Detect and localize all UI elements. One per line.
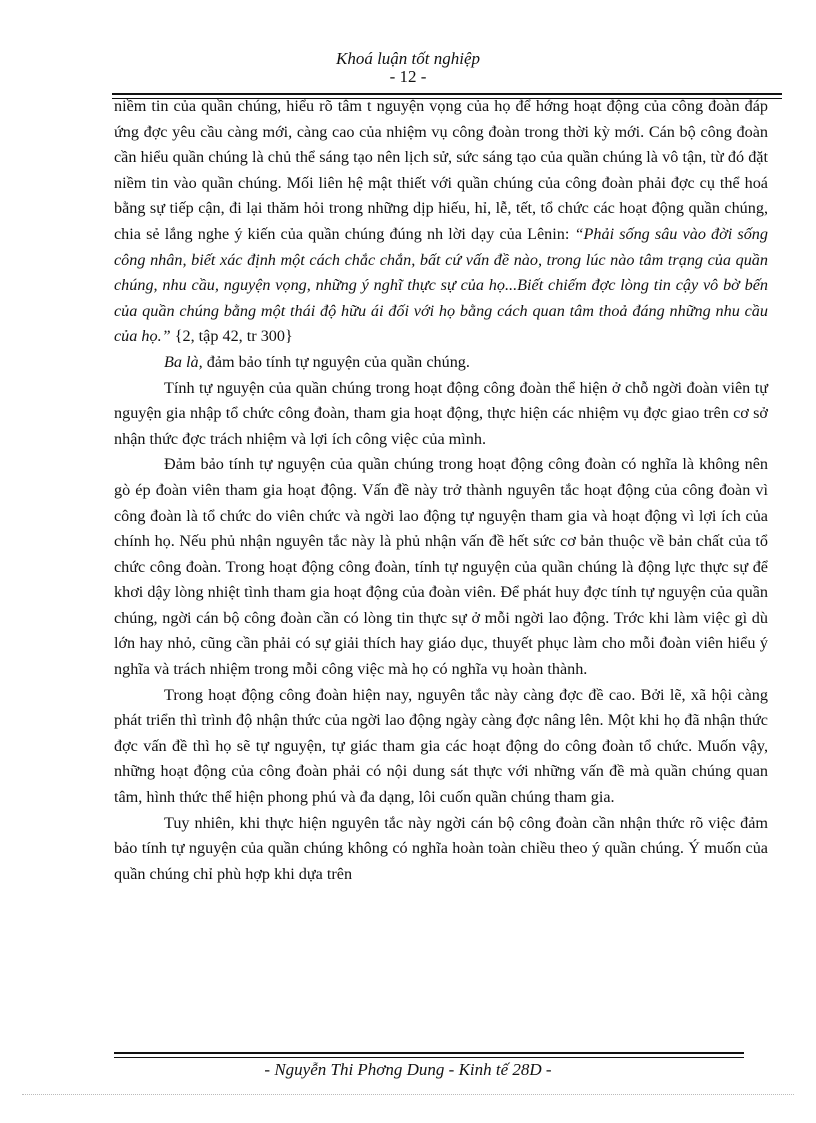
page-number: - 12 - [389,67,427,86]
paragraph: Tuy nhiên, khi thực hiện nguyên tắc này ngời cán bộ công đoàn cần nhận thức rõ việc đảm bảo tính tự nguyện của quần chúng không có nghĩa hoàn toàn chiều theo ý quần chúng. Ý muốn của quần chúng chỉ phù hợp khi dựa trên [114,813,768,883]
section-lead: Ba là, [164,352,203,371]
page-edge-divider [22,1094,794,1095]
citation: {2, tập 42, tr 300} [170,327,293,346]
footer-author: - Nguyễn Thi Phơng Dung - Kinh tế 28D - [264,1060,552,1079]
paragraph [114,94,768,350]
paragraph-text: đảm bảo tính tự nguyện của quần chúng. [202,352,470,371]
document-body [114,94,768,887]
lenin-quote: “Phải sống sâu vào đời sống công nhân, biết xác định một cách chắc chắn, bất cứ vấn đề nào, trong lúc nào tâm trạng của quần chúng, nhu cầu, nguyện vọng, những ý nghĩ thực sự của họ...Biết chiếm đợc lòng tin cậy vô bờ bến của quần chúng bằng một thái độ hữu ái đối với họ bằng cách quan tâm thoả đáng những nhu cầu của họ.” [114,224,768,346]
paragraph: Trong hoạt động công đoàn hiện nay, nguyên tắc này càng đợc đề cao. Bởi lẽ, xã hội càng phát triển thì trình độ nhận thức của ngời lao động ngày càng đợc nâng lên. Một khi họ đã nhận thức đợc vấn đề thì họ sẽ tự nguyện, tự giác tham gia các hoạt động do công đoàn tổ chức. Muốn vậy, những hoạt động của công đoàn phải có nội dung sát thực với những vấn đề mà quần chúng quan tâm, hình thức thể hiện phong phú và đa dạng, lôi cuốn quần chúng tham gia. [114,685,768,807]
footer-divider [114,1052,744,1058]
header-title: Khoá luận tốt nghiệp [335,49,481,68]
paragraph [114,350,768,376]
paragraph: Tính tự nguyện của quần chúng trong hoạt động công đoàn thể hiện ở chỗ ngời đoàn viên tự nguyện gia nhập tổ chức công đoàn, tham gia hoạt động, thực hiện các nhiệm vụ đợc giao trên cơ sở nhận thức đợc trách nhiệm và lợi ích công việc của mình. [114,378,768,448]
paragraph-text: niềm tin của quần chúng, hiểu rõ tâm t nguyện vọng của họ để hớng hoạt động của công đoàn đáp ứng đợc yêu cầu càng mới, càng cao của nhiệm vụ công đoàn trong thời kỳ mới. Cán bộ công đoàn cần hiểu quần chúng là chủ thể sáng tạo nên lịch sử, sức sáng tạo của quần chúng là vô tận, từ đó đặt niềm tin vào quần chúng. Mối liên hệ mật thiết với quần chúng của công đoàn phải đợc cụ thể hoá bằng sự tiếp cận, đi lại thăm hỏi trong những dịp hiếu, hỉ, lễ, tết, tổ chức các hoạt động quần chúng, chia sẻ lắng nghe ý kiến của quần chúng đúng nh lời dạy của Lênin: [114,97,768,243]
paragraph: Đảm bảo tính tự nguyện của quần chúng trong hoạt động công đoàn có nghĩa là không nên gò ép đoàn viên tham gia hoạt động. Vấn đề này trở thành nguyên tắc hoạt động của công đoàn vì công đoàn là tổ chức do viên chức và ngời lao động tự nguyện tham gia và hoạt động vì lợi ích của chính họ. Nếu phủ nhận nguyên tắc này là phủ nhận vấn đề hết sức cơ bản thuộc về bản chất của tổ chức công đoàn. Trong hoạt động công đoàn, tính tự nguyện của quần chúng là động lực thực sự để khơi dậy lòng nhiệt tình tham gia hoạt động của đoàn viên. Để phát huy đợc tính tự nguyện của quần chúng, ngời cán bộ công đoàn cần có lòng tin thực sự ở mỗi ngời lao động. Trớc khi làm việc gì dù lớn hay nhỏ, cũng cần phải có sự giải thích hay giáo dục, thuyết phục làm cho mỗi đoàn viên hiểu ý nghĩa và trách nhiệm trong mỗi công việc mà họ có nghĩa vụ hoàn thành. [114,455,768,679]
